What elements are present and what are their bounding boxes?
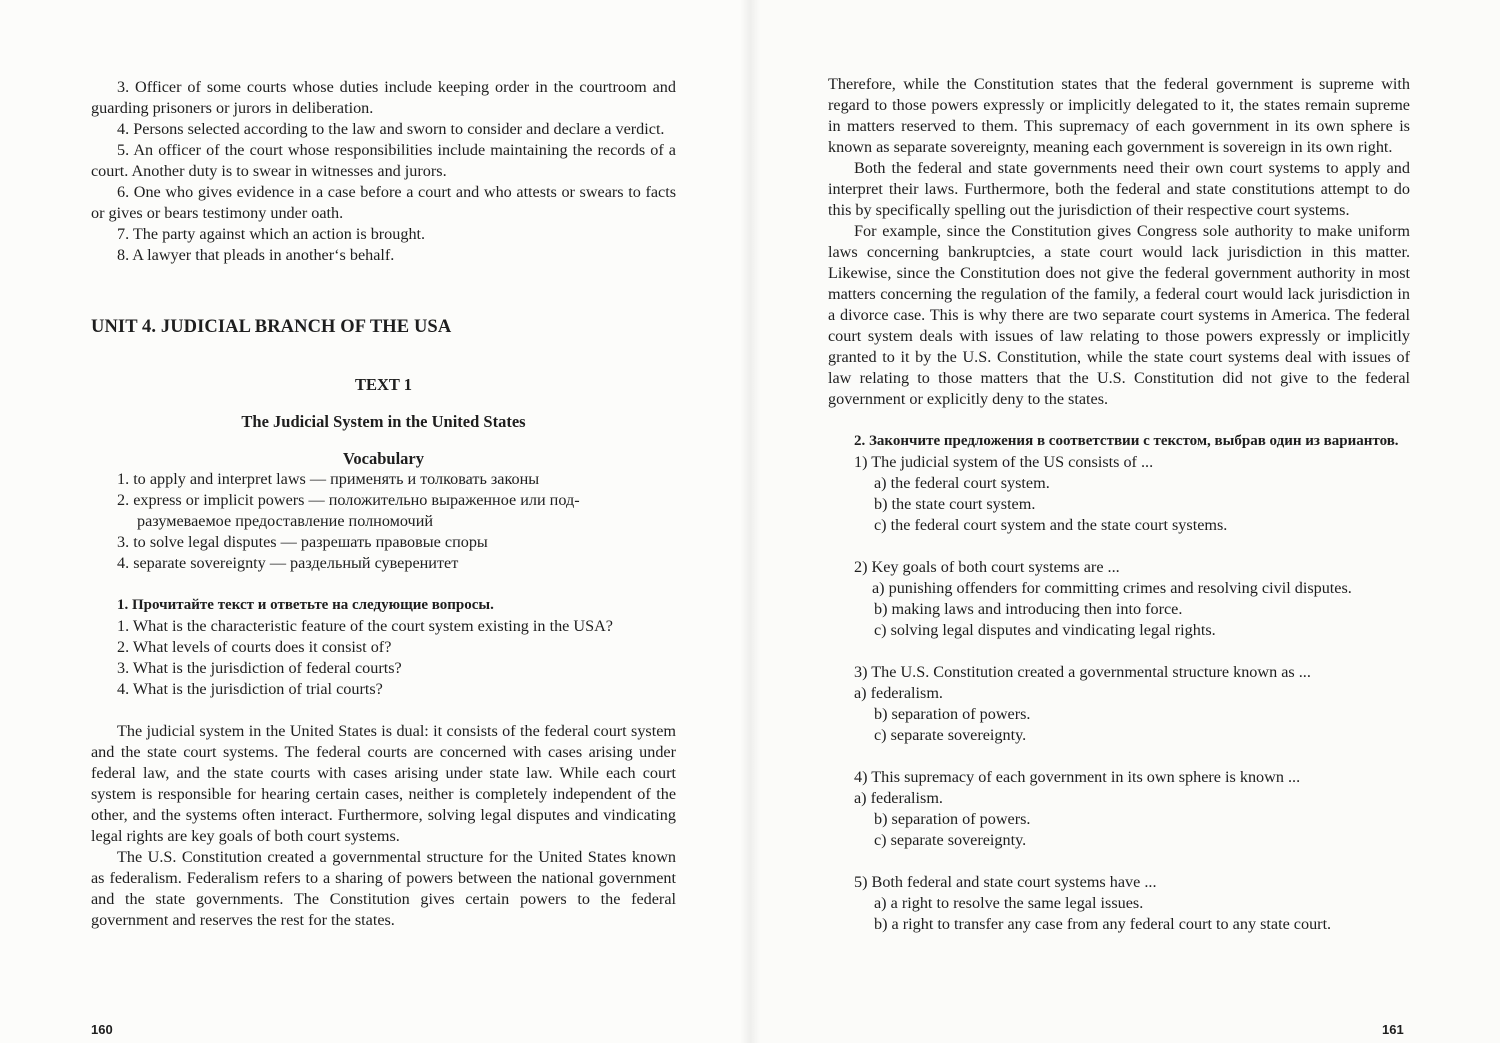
exercise-question: 3) The U.S. Constitution created a governmental structure known as ...	[854, 663, 1311, 681]
vocabulary-item-continued: разумеваемое предоставление полномочий	[137, 512, 434, 530]
list-item: 6. One who gives evidence in a case before a court and who attests or swears to facts or gives or bears testimony under oath.	[91, 183, 676, 222]
list-item: 4. Persons selected according to the law and sworn to consider and declare a verdict.	[117, 120, 665, 138]
body-paragraph: Therefore, while the Constitution states that the federal government is supreme with regard to those powers expressly or implicitly delegated to it, the states remain supreme in matters reserved to them. This supremacy of each government in its own sphere is known as separate sovereignty, meaning each government is sovereign in its own right.	[828, 75, 1410, 156]
exercise-option: b) the state court system.	[874, 495, 1036, 513]
text-heading: TEXT 1	[354, 375, 412, 394]
exercise-option: a) punishing offenders for committing crimes and resolving civil disputes.	[872, 579, 1352, 597]
exercise-option: b) separation of powers.	[874, 705, 1031, 723]
list-item: 3. Officer of some courts whose duties include keeping order in the courtroom and guarding prisoners or jurors in deliberation.	[91, 78, 676, 117]
list-item: 8. A lawyer that pleads in another‘s behalf.	[117, 246, 395, 264]
body-paragraph: For example, since the Constitution gives Congress sole authority to make uniform laws concerning bankruptcies, a state court would lack jurisdiction in this matter. Likewise, since the Constitution does not give the federal government authority in most matters concerning the regulation of the family, a federal court would lack jurisdiction in a divorce case. This is why there are two separate court systems in America. The federal court system deals with issues of law relating to those powers expressly or implicitly granted to it by the U.S. Constitution, while the state court systems deal with issues of law relating to those matters that the U.S. Constitution did not give to the federal government or explicitly deny to the states.	[828, 222, 1410, 408]
exercise-option: c) solving legal disputes and vindicating legal rights.	[874, 621, 1216, 639]
exercise-option: a) the federal court system.	[874, 474, 1050, 492]
list-item: 7. The party against which an action is brought.	[117, 225, 426, 243]
body-paragraph: The U.S. Constitution created a governmental structure for the United States known as federalism. Federalism refers to a sharing of powers between the national government and the state governments. The Constitution gives certain powers to the federal government and reserves the rest for the states.	[91, 848, 676, 929]
right-column	[828, 74, 1410, 935]
left-column	[91, 77, 676, 931]
exercise-option: c) separate sovereignty.	[874, 831, 1027, 849]
vocabulary-heading: Vocabulary	[343, 449, 424, 468]
page-number: 161	[1382, 1022, 1404, 1037]
task-1-heading: 1. Прочитайте текст и ответьте на следующие вопросы.	[117, 597, 494, 613]
question-item: 3. What is the jurisdiction of federal courts?	[117, 659, 402, 677]
exercise-option: c) the federal court system and the state court systems.	[874, 516, 1228, 534]
question-item: 4. What is the jurisdiction of trial courts?	[117, 680, 383, 698]
exercise-question: 5) Both federal and state court systems have ...	[854, 873, 1157, 891]
exercise-question: 4) This supremacy of each government in its own sphere is known ...	[854, 768, 1301, 786]
question-item: 1. What is the characteristic feature of the court system existing in the USA?	[117, 617, 613, 635]
unit-title: UNIT 4. JUDICIAL BRANCH OF THE USA	[91, 317, 452, 337]
exercise-option: a) a right to resolve the same legal issues.	[874, 894, 1144, 912]
question-item: 2. What levels of courts does it consist of?	[117, 638, 392, 656]
task-2-heading: 2. Закончите предложения в соответствии с текстом, выбрав один из вариантов.	[854, 433, 1399, 449]
exercise-option: a) federalism.	[854, 684, 943, 702]
exercise-option: b) separation of powers.	[874, 810, 1031, 828]
page-number: 160	[91, 1022, 113, 1037]
exercise-option: b) a right to transfer any case from any federal court to any state court.	[874, 915, 1332, 933]
vocabulary-item: 1. to apply and interpret laws — применять и толковать законы	[117, 470, 540, 488]
exercise-option: c) separate sovereignty.	[874, 726, 1027, 744]
body-paragraph: Both the federal and state governments need their own court systems to apply and interpret their laws. Furthermore, both the federal and state constitutions attempt to do this by specifically spelling out the jurisdiction of their respective court systems.	[828, 159, 1410, 219]
text-title: The Judicial System in the United States	[241, 412, 526, 431]
vocabulary-item: 3. to solve legal disputes — разрешать правовые споры	[117, 533, 488, 551]
exercise-question: 1) The judicial system of the US consists of ...	[854, 453, 1154, 471]
body-paragraph: The judicial system in the United States is dual: it consists of the federal court system and the state court systems. The federal courts are concerned with cases arising under federal law, and the state courts with cases arising under state law. While each court system is responsible for hearing certain cases, neither is completely independent of the other, and the systems often interact. Furthermore, solving legal disputes and vindicating legal rights are key goals of both court systems.	[91, 722, 676, 845]
right-page	[750, 0, 1500, 1043]
vocabulary-item: 2. express or implicit powers — положительно выраженное или под-	[117, 491, 580, 509]
list-item: 5. An officer of the court whose responsibilities include maintaining the records of a court. Another duty is to swear in witnesses and jurors.	[91, 141, 676, 180]
vocabulary-item: 4. separate sovereignty — раздельный суверенитет	[117, 554, 459, 572]
book-gutter	[740, 0, 760, 1043]
exercise-option: a) federalism.	[854, 789, 943, 807]
exercise-question: 2) Key goals of both court systems are ...	[854, 558, 1120, 576]
exercise-option: b) making laws and introducing then into force.	[874, 600, 1183, 618]
